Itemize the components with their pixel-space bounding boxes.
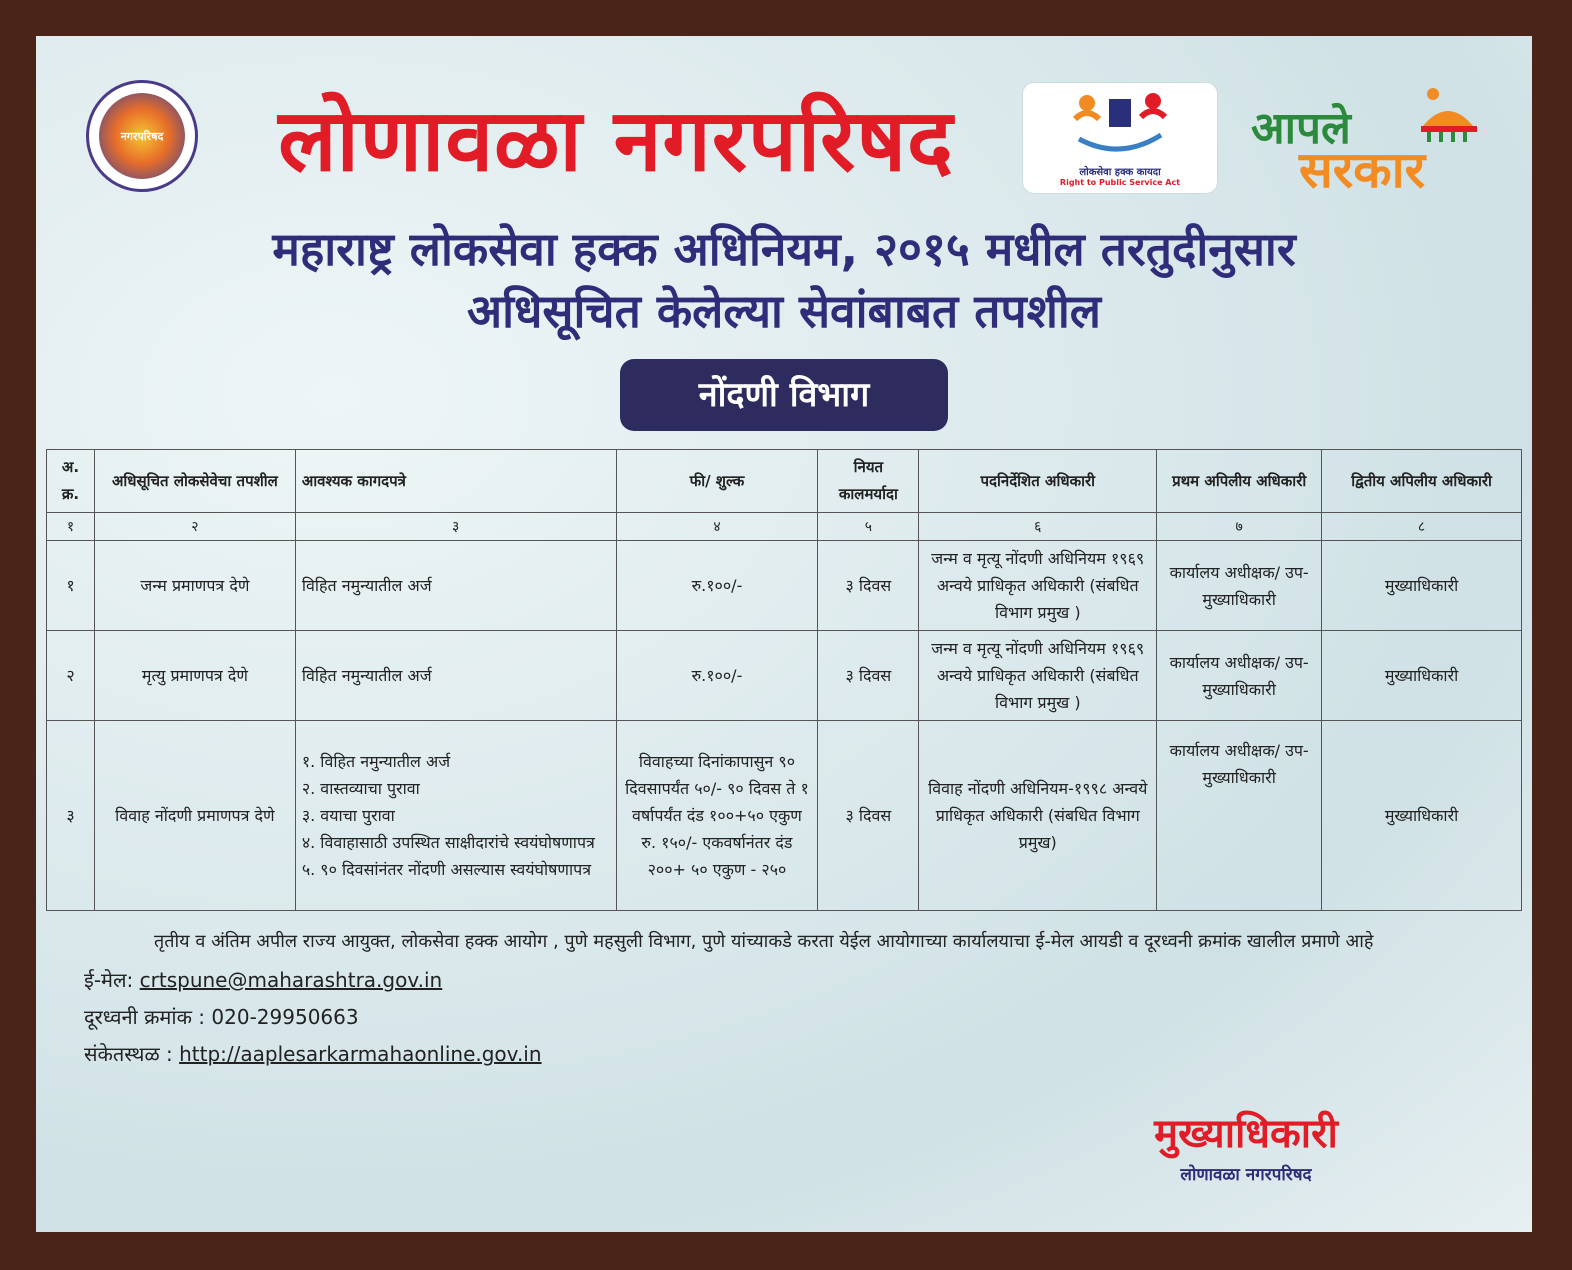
list-item: ४. विवाहासाठी उपस्थित साक्षीदारांचे स्वयंघोषणापत्र [301, 833, 595, 852]
seal-emblem [99, 93, 185, 179]
header-sr: अ. क्र. [47, 450, 95, 513]
signature-block [1116, 1108, 1376, 1185]
list-item: ५. ९० दिवसांनंतर नोंदणी असल्यास स्वयंघोषणापत्र [301, 860, 592, 879]
index-cell: २ [94, 513, 295, 541]
cell-documents: विहित नमुन्यातील अर्ज [295, 631, 616, 721]
header-designated-officer: पदनिर्देशित अधिकारी [919, 450, 1157, 513]
list-item: १. विहित नमुन्यातील अर्ज [301, 752, 451, 771]
rps-logo-text-english: Right to Public Service Act [1059, 178, 1181, 187]
email-link[interactable]: crtspune@maharashtra.gov.in [139, 968, 443, 992]
table-row [47, 631, 1522, 721]
aaple-sarkar-logo [1251, 86, 1491, 199]
table-header-row [47, 450, 1522, 513]
header-fee: फी/ शुल्क [616, 450, 818, 513]
sarkar-text: सरकार [1299, 141, 1426, 199]
department-badge: नोंदणी विभाग [620, 359, 948, 431]
website-link[interactable]: http://aaplesarkarmahaonline.gov.in [179, 1042, 542, 1066]
cell-designated-officer: जन्म व मृत्यू नोंदणी अधिनियम १९६९ अन्वये प्राधिकृत अधिकारी (संबधित विभाग प्रमुख ) [919, 541, 1157, 631]
municipal-seal-logo [86, 80, 198, 192]
footer-section [84, 926, 1504, 1073]
header-time-limit: नियत कालमर्यादा [818, 450, 919, 513]
cell-service: जन्म प्रमाणपत्र देणे [94, 541, 295, 631]
index-cell: ६ [919, 513, 1157, 541]
table-row [47, 541, 1522, 631]
table-row [47, 721, 1522, 911]
cell-documents [295, 721, 616, 911]
cell-first-appellate: कार्यालय अधीक्षक/ उप- मुख्याधिकारी [1157, 631, 1322, 721]
cell-sr: २ [47, 631, 95, 721]
documents-list [302, 748, 610, 883]
mantralaya-building-icon [1413, 86, 1483, 146]
rps-logo-text-marathi: लोकसेवा हक्क कायदा [1079, 167, 1161, 178]
cell-time-limit: ३ दिवस [818, 721, 919, 911]
subtitle-line-2: अधिसूचित केलेल्या सेवांबाबत तपशील [467, 284, 1101, 338]
cell-time-limit: ३ दिवस [818, 541, 919, 631]
index-cell: ५ [818, 513, 919, 541]
index-cell: १ [47, 513, 95, 541]
index-cell: ४ [616, 513, 818, 541]
notice-poster [36, 36, 1532, 1232]
cell-first-appellate: कार्यालय अधीक्षक/ उप- मुख्याधिकारी [1157, 721, 1322, 911]
cell-fee: रु.१००/- [616, 631, 818, 721]
cell-time-limit: ३ दिवस [818, 631, 919, 721]
header-second-appellate: द्वितीय अपिलीय अधिकारी [1322, 450, 1522, 513]
email-label: ई-मेल: [84, 968, 134, 992]
services-table [46, 449, 1522, 911]
signatory-title: मुख्याधिकारी [1154, 1111, 1338, 1157]
signatory-org: लोणावळा नगरपरिषद [1180, 1165, 1312, 1185]
website-line [84, 1036, 1504, 1073]
header-service: अधिसूचित लोकसेवेचा तपशील [94, 450, 295, 513]
page-title: लोणावळा नगरपरिषद [278, 91, 954, 191]
aaple-text: आपले [1251, 103, 1351, 154]
website-label: संकेतस्थळ : [84, 1042, 173, 1066]
cell-documents: विहित नमुन्यातील अर्ज [295, 541, 616, 631]
appeal-note: तृतीय व अंतिम अपील राज्य आयुक्त, लोकसेवा हक्क आयोग , पुणे महसुली विभाग, पुणे यांच्याकडे करता येईल आयोगाच्या कार्यालयाचा ई-मेल आयडी व दूरध्वनी क्रमांक खालील प्रमाणे आहे [154, 931, 1374, 952]
index-cell: ३ [295, 513, 616, 541]
cell-fee: विवाहच्या दिनांकापासुन ९० दिवसापर्यंत ५०/- ९० दिवस ते १ वर्षापर्यंत दंड १००+५० एकुण रु. १५०/- एकवर्षानंतर दंड २००+ ५० एकुण - २५० [616, 721, 818, 911]
cell-service: मृत्यु प्रमाणपत्र देणे [94, 631, 295, 721]
cell-second-appellate: मुख्याधिकारी [1322, 541, 1522, 631]
column-index-row [47, 513, 1522, 541]
contact-details [84, 962, 1504, 1073]
cell-sr: १ [47, 541, 95, 631]
seal-text: नगरपरिषद [120, 129, 164, 143]
list-item: २. वास्तव्याचा पुरावा [301, 779, 420, 798]
header-first-appellate: प्रथम अपिलीय अधिकारी [1157, 450, 1322, 513]
cell-sr: ३ [47, 721, 95, 911]
list-item: ३. वयाचा पुरावा [301, 806, 395, 825]
phone-line [84, 999, 1504, 1036]
cell-second-appellate: मुख्याधिकारी [1322, 721, 1522, 911]
hands-people-icon [1065, 89, 1175, 159]
cell-designated-officer: विवाह नोंदणी अधिनियम-१९९८ अन्वये प्राधिकृत अधिकारी (संबधित विभाग प्रमुख) [919, 721, 1157, 911]
header-documents: आवश्यक कागदपत्रे [295, 450, 616, 513]
subtitle-line-1: महाराष्ट्र लोकसेवा हक्क अधिनियम, २०१५ मधील तरतुदीनुसार [272, 222, 1296, 276]
cell-second-appellate: मुख्याधिकारी [1322, 631, 1522, 721]
cell-service: विवाह नोंदणी प्रमाणपत्र देणे [94, 721, 295, 911]
phone-number: 020-29950663 [211, 1005, 359, 1029]
cell-fee: रु.१००/- [616, 541, 818, 631]
index-cell: ७ [1157, 513, 1322, 541]
right-to-public-service-logo [1022, 82, 1218, 194]
cell-first-appellate: कार्यालय अधीक्षक/ उप- मुख्याधिकारी [1157, 541, 1322, 631]
email-line [84, 962, 1504, 999]
index-cell: ८ [1322, 513, 1522, 541]
phone-label: दूरध्वनी क्रमांक : [84, 1005, 206, 1029]
cell-designated-officer: जन्म व मृत्यू नोंदणी अधिनियम १९६९ अन्वये प्राधिकृत अधिकारी (संबधित विभाग प्रमुख ) [919, 631, 1157, 721]
